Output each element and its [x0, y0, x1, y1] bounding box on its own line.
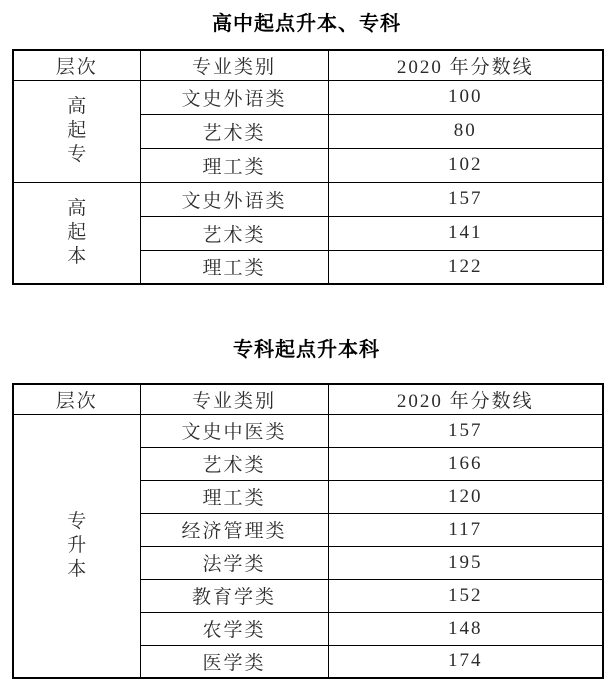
level-label: 高起专: [67, 96, 87, 165]
category-cell: 农学类: [140, 612, 328, 645]
category-cell: 经济管理类: [140, 513, 328, 546]
score-cell: 100: [328, 80, 603, 114]
score-cell: 166: [328, 447, 603, 480]
score-cell: 195: [328, 546, 603, 579]
score-cell: 152: [328, 579, 603, 612]
category-cell: 文史外语类: [140, 182, 328, 216]
score-cell: 120: [328, 480, 603, 513]
level-label: 高起本: [67, 197, 87, 267]
score-cell: 102: [328, 148, 603, 182]
score-cell: 117: [328, 513, 603, 546]
table-row: [13, 414, 603, 447]
category-cell: 艺术类: [140, 216, 328, 250]
score-cell: 122: [328, 250, 603, 284]
category-cell: 艺术类: [140, 447, 328, 480]
score-cell: 157: [328, 414, 603, 447]
header-cell-category: 专业类别: [140, 50, 328, 80]
header-cell-category: 专业类别: [140, 384, 328, 414]
table1-title: 高中起点升本、专科: [212, 13, 401, 35]
category-cell: 艺术类: [140, 114, 328, 148]
table2-title: 专科起点升本科: [233, 339, 380, 361]
header-cell-score: 2020 年分数线: [328, 384, 603, 414]
table-row: [13, 80, 603, 114]
score-cell: 80: [328, 114, 603, 148]
score-cell: 174: [328, 645, 603, 678]
category-cell: 理工类: [140, 148, 328, 182]
score-table-zhuanshengben: [12, 383, 604, 679]
score-cell: 148: [328, 612, 603, 645]
score-cell: 141: [328, 216, 603, 250]
category-cell: 教育学类: [140, 579, 328, 612]
category-cell: 理工类: [140, 250, 328, 284]
category-cell: 文史外语类: [140, 80, 328, 114]
category-cell: 医学类: [140, 645, 328, 678]
header-cell-score: 2020 年分数线: [328, 50, 603, 80]
table-header-row: [13, 50, 603, 80]
level-cell: [13, 414, 140, 678]
level-label: 专升本: [67, 510, 87, 580]
score-table-gaoqi: [12, 49, 604, 285]
score-cell: 157: [328, 182, 603, 216]
level-cell: [13, 182, 140, 284]
table-row: [13, 182, 603, 216]
category-cell: 文史中医类: [140, 414, 328, 447]
level-cell: [13, 80, 140, 182]
category-cell: 理工类: [140, 480, 328, 513]
header-cell-level: 层次: [13, 384, 140, 414]
header-cell-level: 层次: [13, 50, 140, 80]
table-header-row: [13, 384, 603, 414]
category-cell: 法学类: [140, 546, 328, 579]
